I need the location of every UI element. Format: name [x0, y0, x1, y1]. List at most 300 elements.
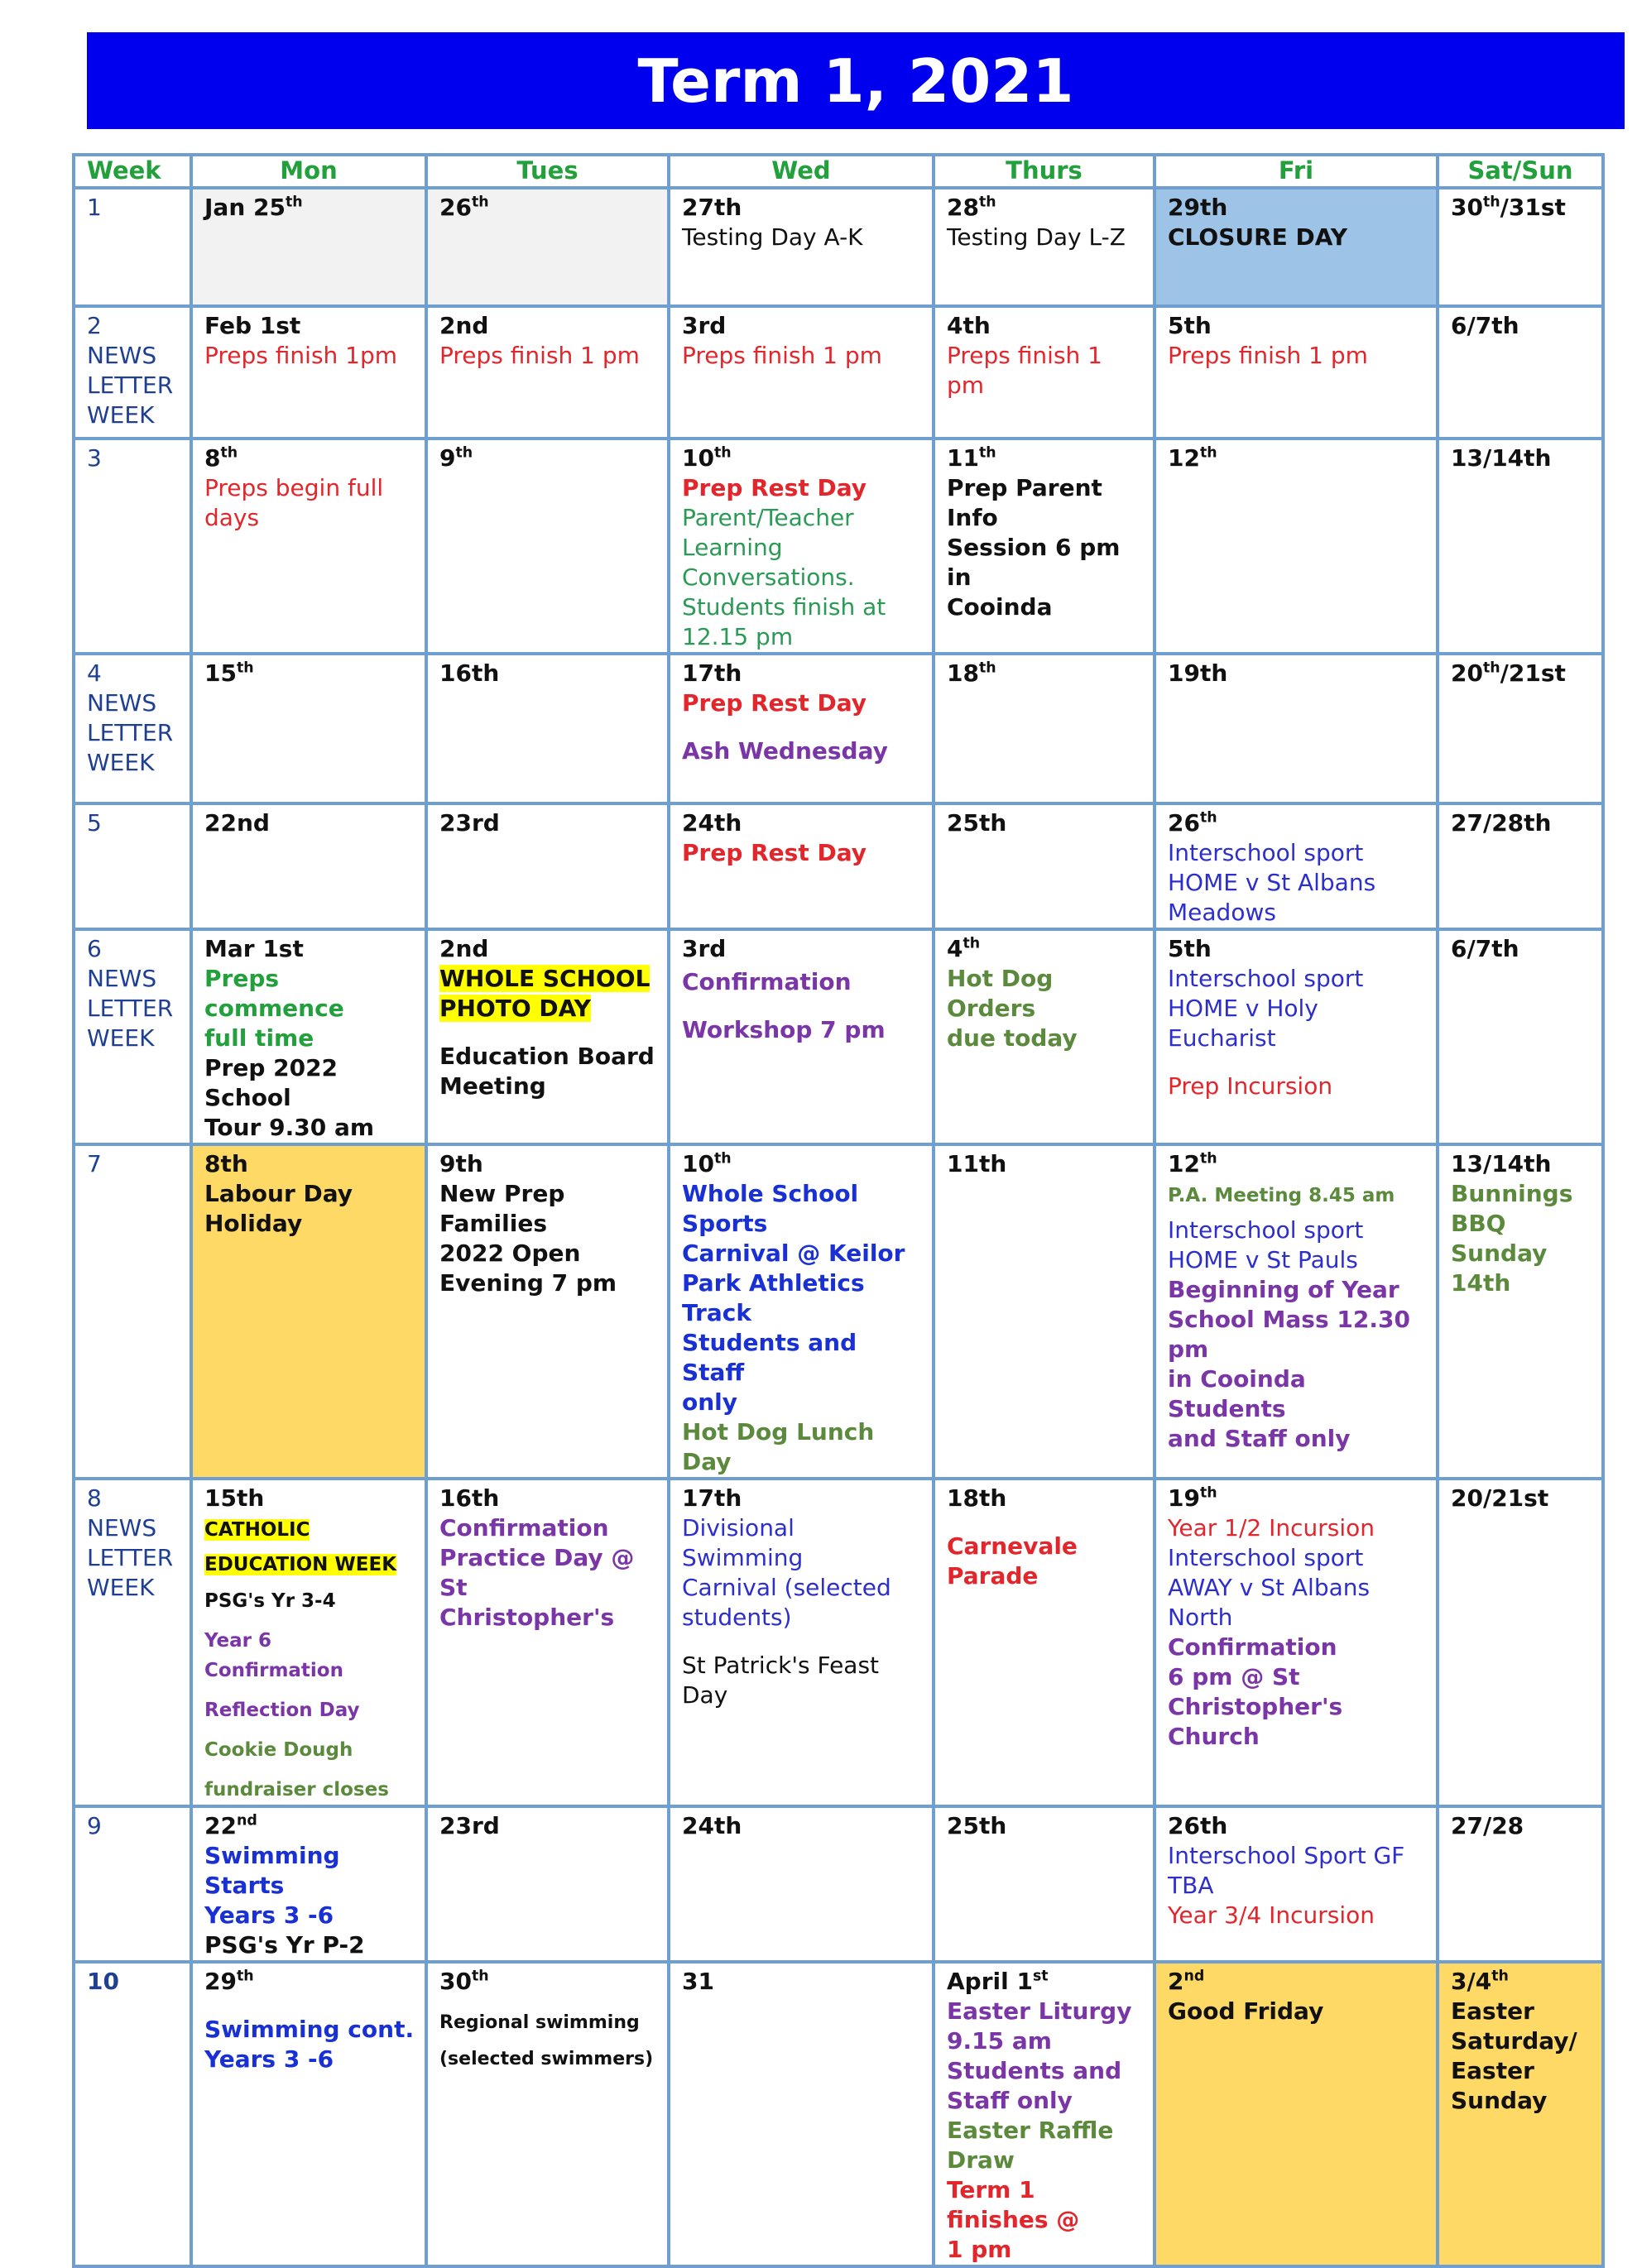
- week-row-7: [74, 1144, 1603, 1479]
- event-text: BBQ: [1451, 1210, 1506, 1237]
- date-label: 2nd: [439, 312, 489, 339]
- event-text: Cookie Dough: [204, 1739, 353, 1761]
- week-row-8: [74, 1479, 1603, 1806]
- event-text: Good Friday: [1168, 1997, 1324, 2025]
- event-text: only: [682, 1388, 738, 1416]
- event-text: Preps finish 1 pm: [439, 342, 640, 369]
- week-num-text: 9: [87, 1812, 102, 1839]
- event-text: Hot Dog Orders: [947, 965, 1054, 1022]
- date-suffix: th: [220, 444, 238, 462]
- week-number: [74, 188, 191, 306]
- event-text: Carnival (selected: [682, 1574, 891, 1601]
- event-text: Preps finish 1 pm: [1168, 342, 1368, 369]
- date-label: 26: [1168, 809, 1200, 837]
- date-label: 3rd: [682, 935, 727, 962]
- event-text: North: [1168, 1604, 1233, 1631]
- highlighted-event: PHOTO DAY: [439, 995, 591, 1022]
- day-cell: [934, 1144, 1155, 1479]
- event-text: Learning: [682, 534, 783, 561]
- date-suffix: th: [471, 194, 489, 211]
- date-label: 10: [682, 444, 714, 472]
- week-row-1: [74, 188, 1603, 306]
- day-cell: [669, 1962, 934, 2266]
- event-text: Prep Parent Info: [947, 474, 1102, 531]
- date-label: 18: [947, 659, 979, 687]
- day-cell: [426, 306, 669, 439]
- event-text: Christopher's Church: [1168, 1693, 1343, 1750]
- event-text: 6 pm @ St: [1168, 1663, 1300, 1690]
- newsletter-label: LETTER: [87, 995, 174, 1022]
- event-text: Practice Day @ St: [439, 1544, 635, 1601]
- date-label: 8: [204, 444, 221, 472]
- day-cell: [426, 654, 669, 803]
- term-title-banner: [87, 32, 1625, 129]
- day-cell: [1438, 1144, 1603, 1479]
- day-cell: [934, 439, 1155, 654]
- event-text: Meadows: [1168, 899, 1276, 926]
- event-text: Students and Staff: [682, 1329, 857, 1386]
- event-text: Preps finish 1 pm: [682, 342, 882, 369]
- date-suffix: th: [1199, 444, 1217, 462]
- date-label: 5th: [1168, 935, 1212, 962]
- day-cell: [1438, 929, 1603, 1144]
- day-cell: [191, 654, 426, 803]
- date-suffix: th: [963, 935, 981, 952]
- event-text: 14th: [1451, 1269, 1511, 1297]
- event-text: Meeting: [439, 1072, 546, 1100]
- event-text: Day: [682, 1681, 728, 1709]
- newsletter-label: NEWS: [87, 965, 157, 992]
- day-cell: [1155, 1806, 1438, 1962]
- week-num-text: 1: [87, 194, 102, 221]
- date-suffix: th: [978, 659, 996, 677]
- week-number: [74, 1479, 191, 1806]
- header-thu: Thurs: [934, 155, 1155, 188]
- event-text: Beginning of Year: [1168, 1276, 1399, 1303]
- day-cell: [934, 1806, 1155, 1962]
- event-text: PSG's Yr P-2: [204, 1931, 365, 1959]
- event-text: Confirmation: [682, 968, 852, 995]
- date-label: 24th: [682, 809, 742, 837]
- date-label: 29: [204, 1968, 237, 1995]
- date-label: 24th: [682, 1812, 742, 1839]
- week-row-10: [74, 1962, 1603, 2266]
- day-cell: [934, 1962, 1155, 2266]
- day-cell: [1438, 654, 1603, 803]
- event-text: Year 1/2 Incursion: [1168, 1514, 1375, 1542]
- event-text: Prep Rest Day: [682, 839, 867, 866]
- highlighted-event: CATHOLIC: [204, 1519, 310, 1541]
- event-text: Preps commence: [204, 965, 344, 1022]
- header-week: Week: [74, 155, 191, 188]
- date-label: 4: [947, 935, 963, 962]
- date-label: 22nd: [204, 809, 270, 837]
- date-suffix: th: [236, 1968, 254, 1985]
- day-cell: [669, 929, 934, 1144]
- event-text: AWAY v St Albans: [1168, 1574, 1371, 1601]
- event-text: HOME v St Albans: [1168, 869, 1376, 896]
- day-cell: [1155, 654, 1438, 803]
- event-text: Prep Rest Day: [682, 689, 867, 717]
- event-text: Conversations.: [682, 563, 855, 591]
- day-cell: [426, 1144, 669, 1479]
- event-text: Testing Day L-Z: [947, 223, 1126, 251]
- week-num-text: 4: [87, 659, 102, 687]
- date-suffix: st: [1032, 1968, 1049, 1985]
- day-cell: [1155, 929, 1438, 1144]
- event-text: Workshop 7 pm: [682, 1016, 886, 1043]
- newsletter-label: LETTER: [87, 372, 174, 399]
- event-text: 12.15 pm: [682, 623, 794, 650]
- header-mon: Mon: [191, 155, 426, 188]
- day-cell: [934, 1479, 1155, 1806]
- event-text: Parade: [947, 1562, 1039, 1590]
- date-label: /21st: [1500, 659, 1566, 687]
- date-label: 31: [682, 1968, 714, 1995]
- event-text: Parent/Teacher: [682, 504, 854, 531]
- week-row-4: [74, 654, 1603, 803]
- date-label: 12: [1168, 1150, 1200, 1177]
- date-label: 17th: [682, 659, 742, 687]
- header-row: [74, 155, 1603, 188]
- day-cell: [191, 1806, 426, 1962]
- day-cell: [1155, 1479, 1438, 1806]
- event-text: 2022 Open: [439, 1239, 581, 1267]
- newsletter-label: WEEK: [87, 1024, 155, 1052]
- event-text: Students and: [947, 2057, 1122, 2084]
- header-sat: Sat/Sun: [1438, 155, 1603, 188]
- day-cell: [1438, 803, 1603, 929]
- event-text: Hot Dog Lunch Day: [682, 1418, 875, 1475]
- event-text: Ash Wednesday: [682, 737, 888, 765]
- event-text: Sunday: [1451, 1239, 1548, 1267]
- day-cell: [669, 188, 934, 306]
- term-calendar: [72, 153, 1605, 2268]
- date-label: April 1: [947, 1968, 1033, 1995]
- day-cell: [1438, 1479, 1603, 1806]
- date-label: 5th: [1168, 312, 1212, 339]
- day-cell: [191, 306, 426, 439]
- date-label: 22: [204, 1812, 237, 1839]
- event-text: 9.15 am: [947, 2027, 1052, 2055]
- event-text: Swimming Starts: [204, 1842, 340, 1899]
- newsletter-label: WEEK: [87, 1574, 155, 1601]
- event-text: HOME v Holy: [1168, 995, 1318, 1022]
- event-text: Preps begin full: [204, 474, 384, 501]
- week-row-6: [74, 929, 1603, 1144]
- event-text: Eucharist: [1168, 1024, 1276, 1052]
- event-text: New Prep Families: [439, 1180, 565, 1237]
- week-number: [74, 1806, 191, 1962]
- day-cell: [426, 188, 669, 306]
- date-label: 11th: [947, 1150, 1007, 1177]
- header-fri: Fri: [1155, 155, 1438, 188]
- date-suffix: th: [236, 659, 254, 677]
- date-label: 11: [947, 444, 979, 472]
- event-text: Term 1 finishes @: [947, 2176, 1080, 2233]
- week-row-3: [74, 439, 1603, 654]
- day-cell: [1155, 439, 1438, 654]
- event-text: Interschool sport: [1168, 839, 1364, 866]
- date-label: 13/14th: [1451, 1150, 1552, 1177]
- event-text: CLOSURE DAY: [1168, 223, 1348, 251]
- date-label: 27/28th: [1451, 809, 1552, 837]
- day-cell: [426, 929, 669, 1144]
- event-text: fundraiser closes: [204, 1779, 389, 1800]
- week-number: [74, 929, 191, 1144]
- event-text: Interschool sport: [1168, 965, 1364, 992]
- event-text: Whole School Sports: [682, 1180, 859, 1237]
- event-text: Easter Liturgy: [947, 1997, 1132, 2025]
- event-text: full time: [204, 1024, 314, 1052]
- date-suffix: nd: [236, 1812, 257, 1829]
- date-suffix: th: [1482, 194, 1500, 211]
- event-text: Labour Day: [204, 1180, 353, 1207]
- day-cell: [191, 439, 426, 654]
- date-suffix: th: [713, 444, 732, 462]
- date-suffix: th: [978, 444, 996, 462]
- event-text: Interschool sport: [1168, 1216, 1364, 1244]
- date-label: 13/14th: [1451, 444, 1552, 472]
- day-cell: [1438, 439, 1603, 654]
- date-label: 25th: [947, 1812, 1007, 1839]
- header-wed: Wed: [669, 155, 934, 188]
- event-text: and Staff only: [1168, 1425, 1351, 1452]
- date-label: 3rd: [682, 312, 727, 339]
- day-cell: [669, 1806, 934, 1962]
- event-text: Preps finish 1 pm: [947, 342, 1102, 399]
- event-text: Draw: [947, 2146, 1015, 2174]
- day-cell: [1438, 188, 1603, 306]
- event-text: in Cooinda Students: [1168, 1365, 1306, 1422]
- date-label: Feb 1st: [204, 312, 301, 339]
- date-suffix: th: [455, 444, 473, 462]
- event-text: Carnevale: [947, 1532, 1078, 1560]
- event-text: Tour 9.30 am: [204, 1114, 375, 1141]
- event-text: Regional swimming: [439, 2012, 640, 2033]
- day-cell: [1155, 1144, 1438, 1479]
- event-text: TBA: [1168, 1872, 1214, 1899]
- date-suffix: th: [285, 194, 303, 211]
- week-num-text: 8: [87, 1484, 102, 1512]
- event-text: Holiday: [204, 1210, 303, 1237]
- date-label: 15: [204, 659, 237, 687]
- date-suffix: th: [1482, 659, 1500, 677]
- closure-day-cell: [1155, 188, 1438, 306]
- date-label: 20/21st: [1451, 1484, 1549, 1512]
- event-text: Education Board: [439, 1043, 655, 1070]
- date-label: 19th: [1168, 659, 1228, 687]
- week-number: [74, 306, 191, 439]
- event-text: Easter: [1451, 1997, 1534, 2025]
- event-text: due today: [947, 1024, 1078, 1052]
- date-label: 3/4: [1451, 1968, 1492, 1995]
- event-text: Testing Day A-K: [682, 223, 863, 251]
- week-num-text: 2: [87, 312, 102, 339]
- newsletter-label: NEWS: [87, 342, 157, 369]
- day-cell: [426, 1962, 669, 2266]
- date-label: 25th: [947, 809, 1007, 837]
- day-cell: [934, 188, 1155, 306]
- date-suffix: th: [1199, 809, 1217, 827]
- event-text: Swimming cont.: [204, 2016, 415, 2043]
- date-label: 23rd: [439, 1812, 500, 1839]
- event-text: Confirmation: [1168, 1633, 1337, 1661]
- week-number: [74, 654, 191, 803]
- event-text: Year 6 Confirmation: [204, 1630, 343, 1681]
- date-label: 29th: [1168, 194, 1228, 221]
- newsletter-label: LETTER: [87, 719, 174, 746]
- week-row-9: [74, 1806, 1603, 1962]
- event-text: Students finish at: [682, 593, 886, 621]
- event-text: Sunday: [1451, 2087, 1548, 2114]
- date-label: 2: [1168, 1968, 1184, 1995]
- newsletter-label: WEEK: [87, 749, 155, 776]
- highlighted-event: EDUCATION WEEK: [204, 1554, 397, 1575]
- date-suffix: th: [1199, 1484, 1217, 1502]
- date-label: 12: [1168, 444, 1200, 472]
- event-text: Interschool Sport GF: [1168, 1842, 1405, 1869]
- event-text: Bunnings: [1451, 1180, 1573, 1207]
- date-label: 15th: [204, 1484, 265, 1512]
- newsletter-label: WEEK: [87, 401, 155, 429]
- header-tue: Tues: [426, 155, 669, 188]
- date-suffix: nd: [1183, 1968, 1205, 1985]
- date-label: 6/7th: [1451, 312, 1519, 339]
- day-cell: [1155, 306, 1438, 439]
- date-label: Jan 25: [204, 194, 286, 221]
- day-cell: [934, 929, 1155, 1144]
- event-text: Years 3 -6: [204, 2045, 334, 2073]
- event-text: Christopher's: [439, 1604, 615, 1631]
- date-label: /31st: [1500, 194, 1566, 221]
- day-cell: [426, 1806, 669, 1962]
- event-text: Session 6 pm in: [947, 534, 1121, 591]
- week-num-text: 6: [87, 935, 102, 962]
- event-text: Saturday/: [1451, 2027, 1577, 2055]
- day-cell: [191, 1479, 426, 1806]
- week-num-text: 5: [87, 809, 102, 837]
- day-cell: [191, 188, 426, 306]
- date-label: 17th: [682, 1484, 742, 1512]
- event-text: Cooinda: [947, 593, 1053, 621]
- event-text: St Patrick's Feast: [682, 1652, 880, 1679]
- day-cell: [426, 803, 669, 929]
- event-text: Evening 7 pm: [439, 1269, 617, 1297]
- date-suffix: th: [471, 1968, 489, 1985]
- day-cell: [934, 306, 1155, 439]
- holiday-cell: [1155, 1962, 1438, 2266]
- date-label: 26th: [1168, 1812, 1228, 1839]
- date-label: 27th: [682, 194, 742, 221]
- event-text: 1 pm: [947, 2236, 1012, 2263]
- event-text: Prep Incursion: [1168, 1072, 1333, 1100]
- week-number: [74, 1962, 191, 2266]
- date-suffix: th: [1491, 1968, 1509, 1985]
- day-cell: [426, 439, 669, 654]
- event-text: Interschool sport: [1168, 1544, 1364, 1571]
- date-label: 16th: [439, 659, 500, 687]
- event-text: Reflection Day: [204, 1700, 360, 1721]
- week-num-text: 7: [87, 1150, 102, 1177]
- event-text: Prep Rest Day: [682, 474, 867, 501]
- event-text: PSG's Yr 3-4: [204, 1590, 336, 1612]
- holiday-cell: [1438, 1962, 1603, 2266]
- event-text: Divisional Swimming: [682, 1514, 804, 1571]
- event-text: Park Athletics Track: [682, 1269, 865, 1326]
- day-cell: [669, 306, 934, 439]
- date-label: 27/28: [1451, 1812, 1524, 1839]
- newsletter-label: LETTER: [87, 1544, 174, 1571]
- event-text: Easter Raffle: [947, 2117, 1114, 2144]
- date-label: 30: [1451, 194, 1483, 221]
- highlighted-event: WHOLE SCHOOL: [439, 965, 650, 992]
- day-cell: [934, 803, 1155, 929]
- date-label: 30: [439, 1968, 472, 1995]
- newsletter-label: NEWS: [87, 1514, 157, 1542]
- date-label: 6/7th: [1451, 935, 1519, 962]
- event-text: students): [682, 1604, 792, 1631]
- week-row-2: [74, 306, 1603, 439]
- date-label: 26: [439, 194, 472, 221]
- day-cell: [669, 1144, 934, 1479]
- week-num-text: 3: [87, 444, 102, 472]
- week-number: [74, 803, 191, 929]
- day-cell: [669, 1479, 934, 1806]
- day-cell: [1438, 306, 1603, 439]
- week-row-5: [74, 803, 1603, 929]
- day-cell: [934, 654, 1155, 803]
- date-label: Mar 1st: [204, 935, 304, 962]
- date-label: 19: [1168, 1484, 1200, 1512]
- day-cell: [426, 1479, 669, 1806]
- event-text: days: [204, 504, 260, 531]
- week-num-text: 10: [87, 1968, 119, 1995]
- week-number: [74, 439, 191, 654]
- week-number: [74, 1144, 191, 1479]
- term-title: Term 1, 2021: [637, 46, 1074, 116]
- date-label: 4th: [947, 312, 991, 339]
- date-label: 18th: [947, 1484, 1007, 1512]
- date-label: 9th: [439, 1150, 483, 1177]
- date-label: 23rd: [439, 809, 500, 837]
- holiday-cell: [191, 1144, 426, 1479]
- event-text: Confirmation: [439, 1514, 609, 1542]
- date-label: 10: [682, 1150, 714, 1177]
- event-text: Years 3 -6: [204, 1901, 334, 1929]
- event-text: (selected swimmers): [439, 2049, 654, 2069]
- date-label: 8th: [204, 1150, 248, 1177]
- date-label: 28: [947, 194, 979, 221]
- day-cell: [1155, 803, 1438, 929]
- date-suffix: th: [713, 1150, 732, 1168]
- event-text: Carnival @ Keilor: [682, 1239, 905, 1267]
- event-text: Preps finish 1pm: [204, 342, 398, 369]
- event-text: Prep 2022 School: [204, 1054, 338, 1111]
- event-text: Staff only: [947, 2087, 1073, 2114]
- date-label: 9: [439, 444, 456, 472]
- event-text: Year 3/4 Incursion: [1168, 1901, 1375, 1929]
- day-cell: [669, 803, 934, 929]
- event-text: Easter: [1451, 2057, 1534, 2084]
- event-text: School Mass 12.30 pm: [1168, 1306, 1410, 1363]
- day-cell: [669, 654, 934, 803]
- date-suffix: th: [1199, 1150, 1217, 1168]
- date-label: 2nd: [439, 935, 489, 962]
- day-cell: [191, 803, 426, 929]
- date-label: 20: [1451, 659, 1483, 687]
- date-suffix: th: [978, 194, 996, 211]
